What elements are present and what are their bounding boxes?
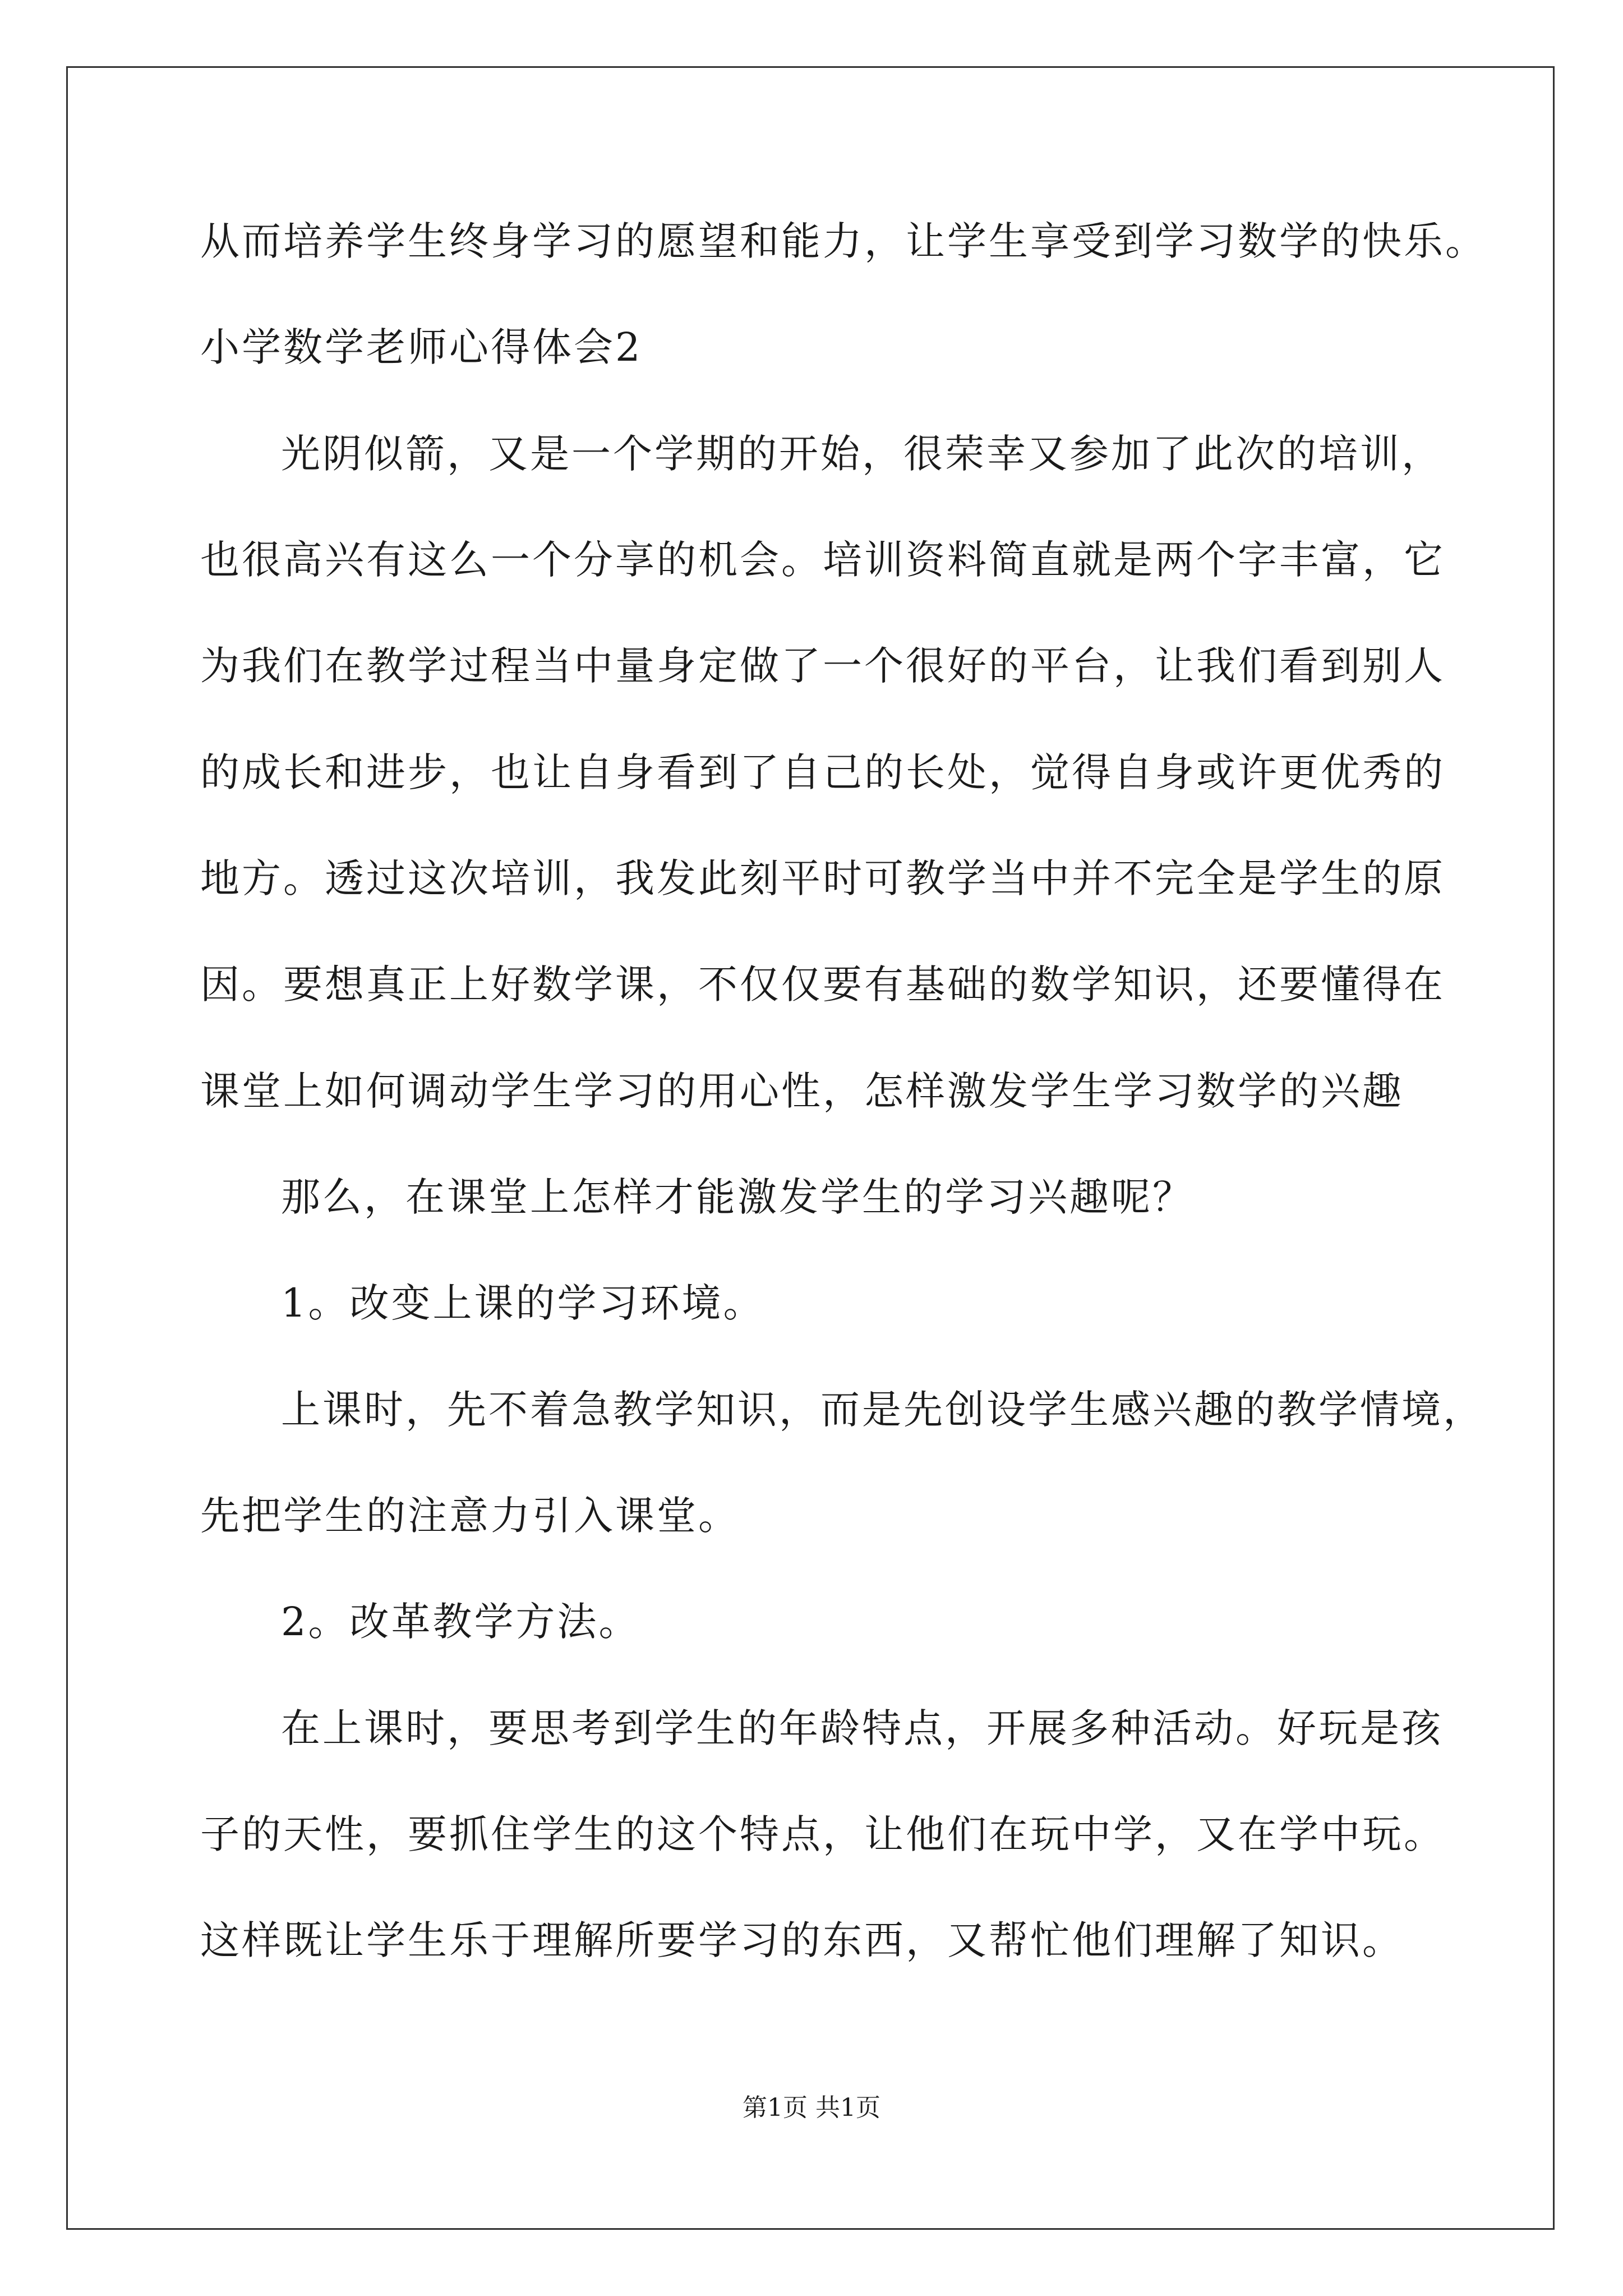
section-heading: 小学数学老师心得体会2 [200, 324, 643, 370]
paragraph-line: 为我们在教学过程当中量身定做了一个很好的平台，让我们看到别人 [200, 643, 1445, 689]
page-footer: 第1页 共1页 [743, 2093, 880, 2122]
paragraph-line: 也很高兴有这么一个分享的机会。培训资料简直就是两个字丰富，它 [200, 537, 1445, 583]
paragraph-line: 光阴似箭，又是一个学期的开始，很荣幸又参加了此次的培训， [281, 431, 1443, 477]
paragraph-line: 在上课时，要思考到学生的年龄特点，开展多种活动。好玩是孩 [281, 1705, 1443, 1751]
paragraph-line: 子的天性，要抓住学生的这个特点，让他们在玩中学，又在学中玩。 [200, 1811, 1445, 1857]
paragraph-line: 上课时，先不着急教学知识，而是先创设学生感兴趣的教学情境， [281, 1387, 1484, 1433]
paragraph-line: 课堂上如何调动学生学习的用心性，怎样激发学生学习数学的兴趣 [200, 1068, 1404, 1114]
list-item-heading: 1。改变上课的学习环境。 [281, 1280, 765, 1326]
paragraph-line: 从而培养学生终身学习的愿望和能力，让学生享受到学习数学的快乐。 [200, 218, 1487, 264]
list-item-heading: 2。改革教学方法。 [281, 1599, 640, 1645]
paragraph-line: 地方。透过这次培训，我发此刻平时可教学当中并不完全是学生的原 [200, 855, 1445, 901]
paragraph-line: 因。要想真正上好数学课，不仅仅要有基础的数学知识，还要懂得在 [200, 961, 1445, 1007]
paragraph-line: 那么，在课堂上怎样才能激发学生的学习兴趣呢？ [281, 1174, 1194, 1220]
page-border [66, 66, 1555, 2230]
paragraph-line: 的成长和进步，也让自身看到了自己的长处，觉得自身或许更优秀的 [200, 749, 1445, 795]
paragraph-line: 这样既让学生乐于理解所要学习的东西，又帮忙他们理解了知识。 [200, 1917, 1404, 1963]
paragraph-line: 先把学生的注意力引入课堂。 [200, 1493, 740, 1539]
